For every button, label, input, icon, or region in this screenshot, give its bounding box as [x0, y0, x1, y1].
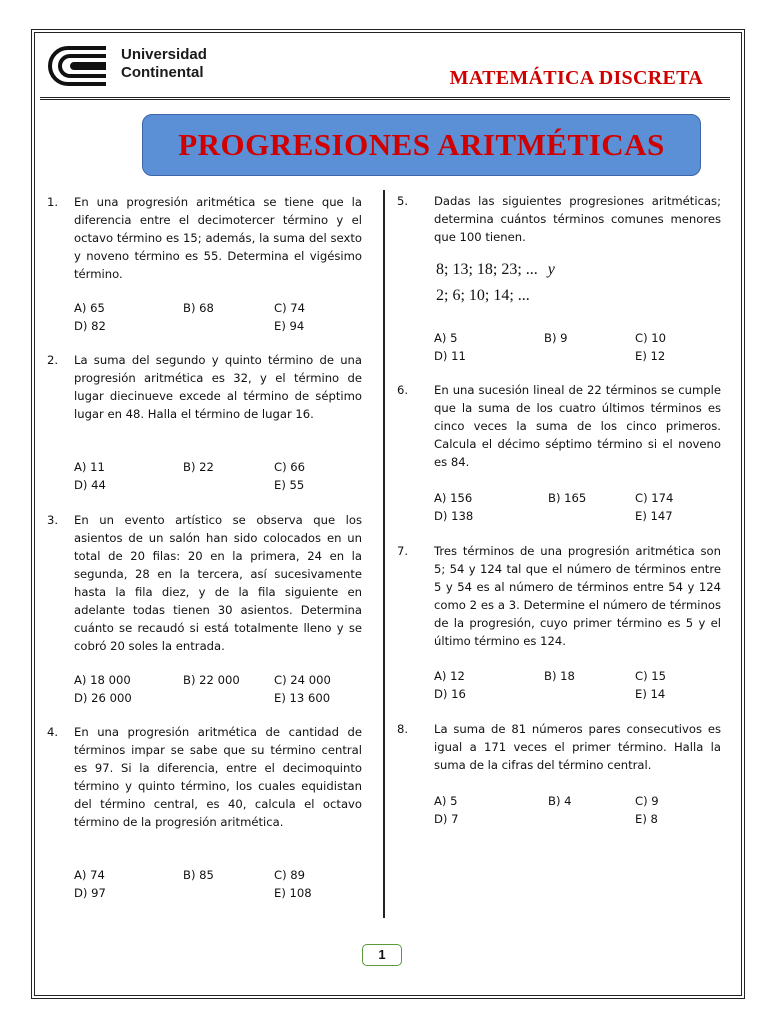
- option-b: B) 22: [183, 460, 214, 474]
- option-e: E) 147: [635, 509, 673, 523]
- option-d: D) 16: [434, 687, 466, 701]
- problem-statement: En un evento artístico se observa que los asientos de un salón han sido colocados en un total de 20 filas: 20 en la primera, 24 en la segunda, 28 en la tercera, así sucesivamente hasta la fila diez, y de la fila siguiente en adelante todas tienen 30 asientos. Determina cuánto se recaudó si está totalmente lleno y se cobró 20 soles la entrada.: [74, 513, 362, 653]
- university-name: [121, 46, 207, 82]
- option-b: B) 68: [183, 301, 214, 315]
- sequence-conjunction: y: [547, 261, 555, 278]
- option-e: E) 94: [274, 319, 305, 333]
- problem-number: 1.: [47, 195, 59, 209]
- course-title: MATEMÁTICA DISCRETA: [449, 67, 703, 89]
- problem-number: 8.: [397, 722, 409, 736]
- header-rule: [40, 97, 730, 100]
- problem-statement: En una progresión aritmética se tiene que la diferencia entre el decimotercer término y el octavo término es 15; además, la suma del sexto y noveno término es 55. Determina el vigésimo término.: [74, 195, 362, 281]
- problem-statement: Dadas las siguientes progresiones aritméticas; determina cuántos términos comunes menores que 100 tienen.: [434, 194, 721, 244]
- problem-statement: En una progresión aritmética de cantidad de términos impar se sabe que su término central es 97. Si la diferencia, entre el decimoquinto término y quinto término, los cuales equidistan del término central, es 40, calcula el octavo término de la progresión aritmética.: [74, 725, 362, 829]
- problem-statement: Tres términos de una progresión aritmética son 5; 54 y 124 tal que el número de términos entre 5 y 54 es al número de términos entre 54 y 124 como 2 es a 3. Determine el número de términos de la progresión, cuyo primer término es 5 y el último término es 124.: [434, 544, 721, 648]
- page-title: PROGRESIONES ARITMÉTICAS: [178, 127, 665, 162]
- column-divider: [383, 190, 385, 918]
- option-c: C) 174: [635, 491, 674, 505]
- option-c: C) 9: [635, 794, 659, 808]
- option-a: A) 12: [434, 669, 465, 683]
- problem-statement: La suma del segundo y quinto término de una progresión aritmética es 32, y el término de lugar diecinueve excede al término de séptimo lugar en 48. Halla el término de lugar 16.: [74, 353, 362, 421]
- option-a: A) 5: [434, 331, 458, 345]
- option-e: E) 55: [274, 478, 305, 492]
- option-a: A) 18 000: [74, 673, 131, 687]
- option-c: C) 10: [635, 331, 667, 345]
- option-a: A) 11: [74, 460, 105, 474]
- option-d: D) 97: [74, 886, 106, 900]
- option-a: A) 156: [434, 491, 473, 505]
- problem-number: 4.: [47, 725, 59, 739]
- title-banner: [142, 114, 701, 176]
- option-b: B) 85: [183, 868, 214, 882]
- page-number: 1: [362, 944, 402, 966]
- option-e: E) 14: [635, 687, 666, 701]
- problem-number: 7.: [397, 544, 409, 558]
- option-d: D) 82: [74, 319, 106, 333]
- problem-number: 6.: [397, 383, 409, 397]
- sequence-1: [436, 261, 555, 279]
- problem-statement: La suma de 81 números pares consecutivos es igual a 171 veces el primer término. Halla la suma de la cifras del término central.: [434, 722, 721, 772]
- option-c: C) 24 000: [274, 673, 331, 687]
- option-d: D) 138: [434, 509, 474, 523]
- problem-statement: En una sucesión lineal de 22 términos se cumple que la suma de los cuatro últimos términos es cinco veces la suma de los cinco primeros. Calcula el décimo séptimo término si el noveno es 84.: [434, 383, 721, 469]
- option-b: B) 18: [544, 669, 575, 683]
- university-logo-icon: [46, 44, 110, 88]
- option-e: E) 12: [635, 349, 666, 363]
- option-a: A) 65: [74, 301, 105, 315]
- option-b: B) 22 000: [183, 673, 240, 687]
- option-a: A) 74: [74, 868, 105, 882]
- option-a: A) 5: [434, 794, 458, 808]
- option-e: E) 108: [274, 886, 312, 900]
- option-c: C) 66: [274, 460, 306, 474]
- option-c: C) 15: [635, 669, 667, 683]
- problem-number: 3.: [47, 513, 59, 527]
- option-b: B) 4: [548, 794, 572, 808]
- problem-number: 2.: [47, 353, 59, 367]
- university-name-line1: Universidad: [121, 46, 207, 63]
- option-b: B) 9: [544, 331, 568, 345]
- option-d: D) 26 000: [74, 691, 132, 705]
- option-d: D) 44: [74, 478, 106, 492]
- university-name-line2: Continental: [121, 64, 204, 81]
- option-c: C) 89: [274, 868, 306, 882]
- option-d: D) 11: [434, 349, 466, 363]
- sequence-1-terms: 8; 13; 18; 23; ...: [436, 261, 538, 278]
- problem-number: 5.: [397, 194, 409, 208]
- option-d: D) 7: [434, 812, 459, 826]
- option-e: E) 8: [635, 812, 658, 826]
- option-b: B) 165: [548, 491, 587, 505]
- option-c: C) 74: [274, 301, 306, 315]
- sequence-2: 2; 6; 10; 14; ...: [436, 287, 530, 304]
- option-e: E) 13 600: [274, 691, 331, 705]
